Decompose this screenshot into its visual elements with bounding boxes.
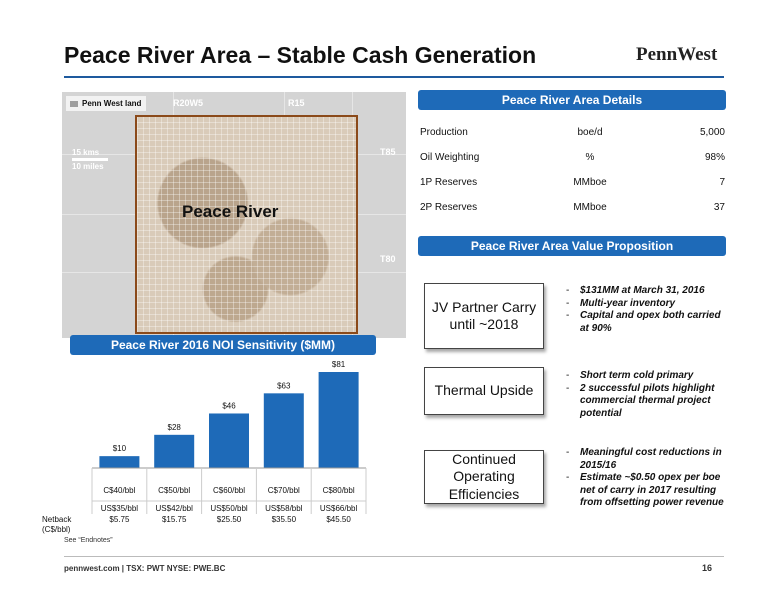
- list-item: - Multi-year inventory: [566, 297, 676, 309]
- value-box-jv-partner: JV Partner Carry until ~2018: [424, 283, 544, 349]
- x-tick-label: C$50/bbl: [158, 486, 191, 495]
- table-row: [420, 195, 725, 220]
- row-unit: MMboe: [573, 177, 607, 188]
- list-item: - Estimate ~$0.50 opex per boe net of carry in 2017 resulting from offsetting power revenue: [566, 472, 724, 508]
- list-item: - Capital and opex both carried at 90%: [566, 310, 724, 335]
- bar-value-label: $46: [222, 401, 236, 411]
- row-unit: MMboe: [573, 202, 607, 213]
- chart-header: Peace River 2016 NOI Sensitivity ($MM): [70, 335, 376, 355]
- row-label: Production: [420, 127, 468, 138]
- chart-bar: [99, 456, 139, 468]
- brand-logo: PennWest: [636, 44, 718, 65]
- noi-sensitivity-chart: [40, 358, 376, 538]
- bullet-text: Multi-year inventory: [580, 297, 676, 309]
- map-scale: [72, 148, 108, 171]
- legend-label: Penn West land: [82, 99, 142, 108]
- township-label-top: T85: [380, 147, 396, 157]
- range-label-left: R20W5: [173, 98, 204, 108]
- table-row: [420, 120, 725, 145]
- value-prop-header: Peace River Area Value Proposition: [418, 236, 726, 256]
- x-tick-label-secondary: US$58/bbl: [265, 504, 303, 513]
- table-row: [420, 145, 725, 170]
- page-title: Peace River Area – Stable Cash Generation: [64, 42, 537, 68]
- legend-swatch: [70, 101, 78, 107]
- row-label: 2P Reserves: [420, 202, 478, 213]
- land-boundary: [135, 115, 358, 334]
- list-item: - $131MM at March 31, 2016: [566, 285, 705, 296]
- list-item: - Short term cold primary: [566, 370, 694, 381]
- bullet-text: Meaningful cost reductions in 2015/16: [580, 447, 722, 471]
- bullet-text: Capital and opex both carried at 90%: [580, 310, 721, 334]
- row-unit: boe/d: [577, 127, 603, 138]
- range-label-right: R15: [288, 98, 305, 108]
- bullet-text: Short term cold primary: [580, 370, 694, 381]
- value-box-efficiencies: Continued Operating Efficiencies: [424, 450, 544, 504]
- bar-value-label: $63: [277, 381, 291, 391]
- footer-divider: [64, 556, 724, 557]
- bullets-thermal: [566, 370, 724, 420]
- x-tick-label: C$40/bbl: [103, 486, 136, 495]
- value-box-thermal: Thermal Upside: [424, 367, 544, 415]
- chart-svg: [40, 358, 376, 538]
- endnotes-note: See “Endnotes”: [64, 537, 113, 544]
- list-item: - Meaningful cost reductions in 2015/16: [566, 447, 724, 472]
- scale-km: 15 kms: [72, 148, 100, 157]
- bullet-text: $131MM at March 31, 2016: [580, 285, 705, 296]
- netback-value: $25.50: [216, 515, 242, 524]
- title-divider: [64, 76, 724, 78]
- page-number: 16: [702, 563, 713, 573]
- bullets-efficiencies: [566, 447, 724, 510]
- netback-value: $5.75: [109, 515, 130, 524]
- row-unit: %: [585, 152, 595, 163]
- bar-value-label: $81: [331, 360, 346, 369]
- x-tick-label-secondary: US$50/bbl: [210, 504, 248, 513]
- list-item: - 2 successful pilots highlight commercial thermal project potential: [566, 383, 724, 421]
- row-value: 37: [713, 202, 725, 213]
- netback-value: $35.50: [271, 515, 297, 524]
- netback-value: $45.50: [326, 515, 351, 524]
- bullets-jv-partner: [566, 285, 724, 335]
- netback-label: Netback: [42, 515, 72, 524]
- row-value: 98%: [704, 152, 725, 163]
- bullet-text: Estimate ~$0.50 opex per boe net of carry in 2017 resulting from offsetting power revenue: [580, 472, 724, 508]
- map-panel: [62, 92, 406, 338]
- chart-bar: [154, 435, 194, 468]
- chart-bar: [264, 393, 304, 468]
- x-tick-label-secondary: US$66/bbl: [319, 504, 358, 513]
- x-tick-label-secondary: US$35/bbl: [100, 504, 139, 513]
- x-tick-label: C$80/bbl: [322, 486, 355, 495]
- scale-miles: 10 miles: [72, 162, 104, 171]
- bar-value-label: $10: [112, 444, 127, 454]
- map-place-label: Peace River: [182, 202, 279, 221]
- details-table: [420, 120, 725, 220]
- row-label: 1P Reserves: [420, 177, 478, 188]
- township-label-bottom: T80: [380, 254, 396, 264]
- netback-value: $15.75: [161, 515, 187, 524]
- x-tick-label: C$60/bbl: [212, 486, 246, 495]
- bar-value-label: $28: [167, 422, 181, 432]
- row-value: 7: [719, 177, 725, 188]
- row-label: Oil Weighting: [420, 152, 480, 163]
- netback-label-unit: (C$/bbl): [42, 525, 71, 534]
- map-legend: [66, 96, 146, 111]
- details-header: Peace River Area Details: [418, 90, 726, 110]
- x-tick-label-secondary: US$42/bbl: [155, 504, 193, 513]
- x-tick-label: C$70/bbl: [267, 486, 300, 495]
- bullet-text: 2 successful pilots highlight commercial thermal project potential: [580, 382, 715, 419]
- chart-bar: [209, 413, 249, 468]
- footer-text: pennwest.com | TSX: PWT NYSE: PWE.BC: [64, 564, 226, 573]
- chart-bar: [319, 372, 359, 468]
- scale-bar: [72, 158, 108, 161]
- table-row: [420, 170, 725, 195]
- row-value: 5,000: [699, 127, 725, 138]
